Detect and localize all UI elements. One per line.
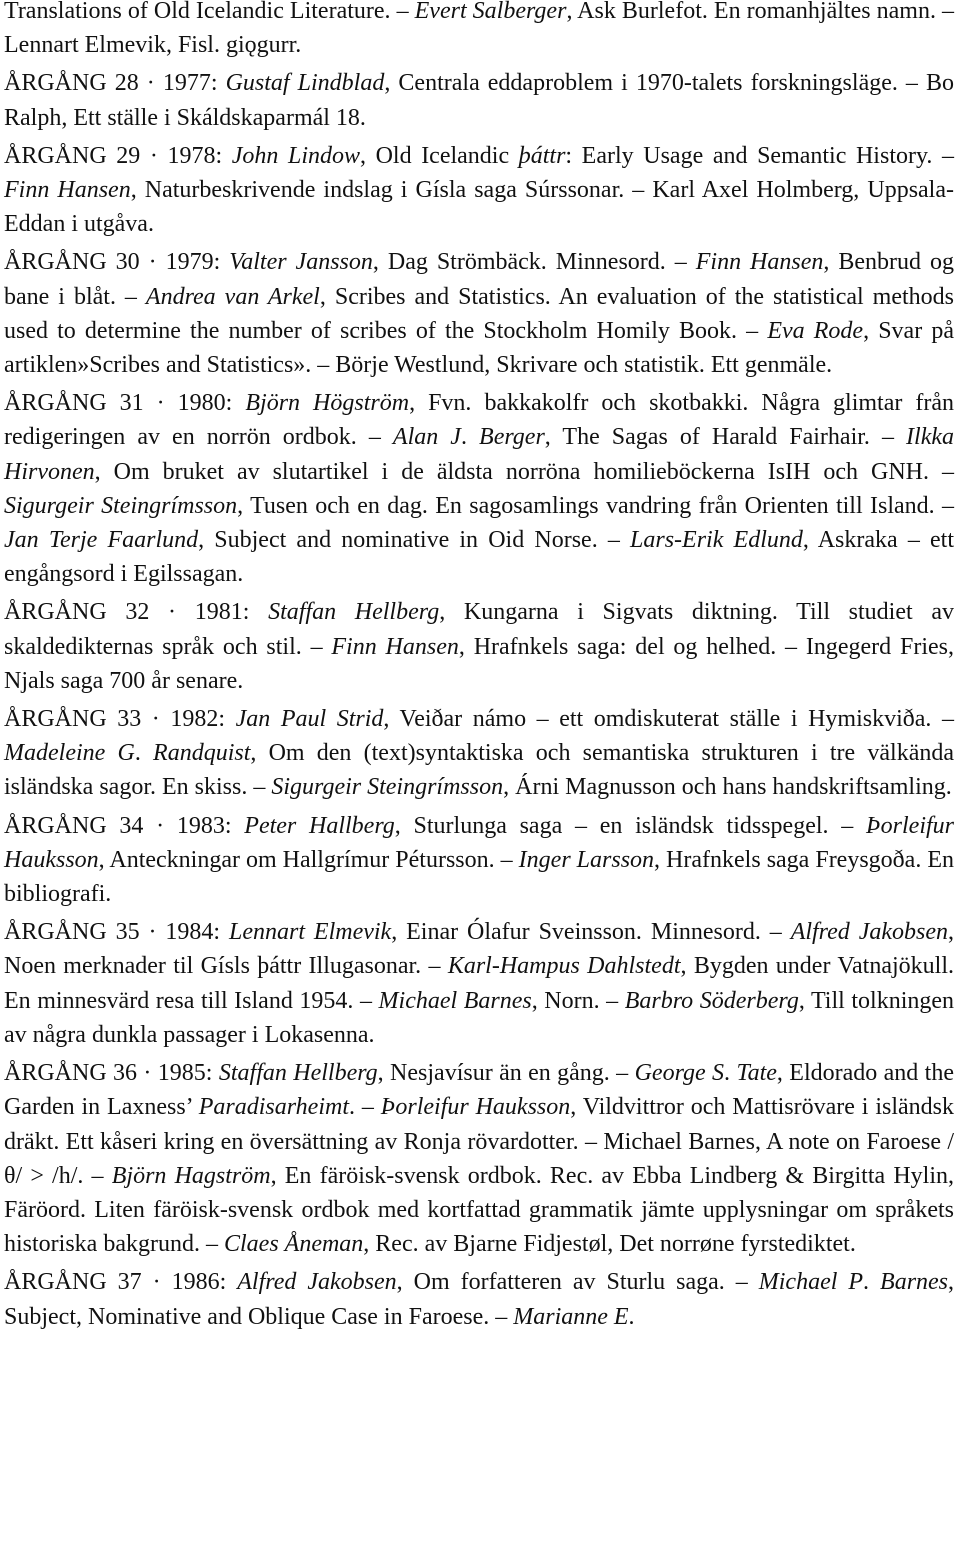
entry-text: , Om den (text)syntaktiska och semantiska strukturen i tre välkända isländska sagor. En skiss. – [4, 740, 955, 801]
entry-text: . [460, 424, 480, 451]
author-or-title-italic: George S [634, 1060, 725, 1087]
entry-text: , Benbrud og bane i blåt. – [4, 249, 954, 310]
entry-text: , Om forfatteren av Sturlu saga. – [396, 1269, 759, 1296]
bibliography-entry [4, 386, 954, 591]
author-or-title-italic: Staffan Hellberg [268, 599, 440, 626]
entry-text: , Subject and nominative in Oid Norse. – [198, 527, 631, 554]
author-or-title-italic: Marianne E [513, 1303, 629, 1330]
entry-text: . [724, 1060, 737, 1087]
author-or-title-italic: Eva Rode [767, 317, 864, 344]
entry-text: , Árni Magnusson och hans handskriftsamling. [503, 774, 952, 801]
entry-text: , Hrafnkels saga Freysgoða. En bibliografi. [4, 846, 954, 908]
entry-text: . – [349, 1094, 381, 1121]
author-or-title-italic: Ilkka Hirvonen [4, 424, 954, 485]
author-or-title-italic: Lennart Elmevik [229, 919, 392, 946]
bibliography-entry [4, 0, 954, 62]
author-or-title-italic: þáttr [518, 142, 566, 169]
author-or-title-italic: Inger Larsson [518, 846, 655, 873]
author-or-title-italic: Jan Terje Faarlund [4, 527, 199, 554]
author-or-title-italic: Randquist [153, 740, 251, 767]
bibliography-entry [4, 66, 954, 134]
entry-text: . [134, 740, 154, 767]
author-or-title-italic: Madeleine G [4, 740, 135, 767]
author-or-title-italic: Barbro Söderberg [624, 987, 799, 1014]
entry-text: , Hrafnkels saga: del og helhed. – Ingegerd Fries, Njals saga 700 år senare. [4, 633, 954, 694]
entry-text: ÅRGÅNG 36 · 1985: [4, 1060, 219, 1087]
entry-text: , Nesjavísur än en gång. – [377, 1060, 635, 1087]
entry-text: ÅRGÅNG 30 · 1979: [4, 249, 230, 276]
entry-text: , Old Icelandic [360, 142, 519, 169]
bibliography-entry [4, 915, 954, 1052]
author-or-title-italic: Alan J [392, 424, 461, 451]
author-or-title-italic: Berger [479, 424, 545, 451]
entry-text: , Centrala eddaproblem i 1970-talets forskningsläge. – Bo Ralph, Ett ställe i Skáldskaparmál 18. [4, 70, 955, 131]
author-or-title-italic: Michael Barnes [378, 987, 532, 1014]
author-or-title-italic: Lars-Erik Edlund [630, 527, 803, 554]
bibliography-entry [4, 245, 954, 382]
entry-text: , Sturlunga saga – en isländsk tidsspegel. – [394, 812, 866, 839]
entry-text: , Scribes and Statistics. An evaluation of the statistical methods used to determine the number of scribes of the Stockholm Homily Book. – [4, 283, 954, 344]
author-or-title-italic: Gustaf Lindblad [225, 70, 385, 97]
entry-text: , Naturbeskrivende indslag i Gísla saga Súrssonar. – Karl Axel Holmberg, Uppsala-Eddan i utgåva. [4, 177, 954, 238]
author-or-title-italic: John Lindow [231, 142, 360, 169]
author-or-title-italic: Alfred Jakobsen [790, 919, 948, 946]
author-or-title-italic: Finn Hansen [4, 177, 131, 204]
bibliography-entry [4, 139, 954, 242]
entry-text: , Einar Ólafur Sveinsson. Minnesord. – [391, 919, 791, 946]
entry-text: , Till tolkningen av några dunkla passager i Lokasenna. [4, 987, 955, 1048]
author-or-title-italic: Evert Salberger [414, 0, 567, 24]
entry-text: . [628, 1303, 635, 1330]
bibliography-entry [4, 1265, 954, 1333]
bibliography-entry [4, 595, 954, 698]
entry-text: , Vildvittror och Mattisrövare i isländsk dräkt. Ett kåseri kring en översättning av Ronja rövardotter. – Michael Barnes, A note on Faroese /θ/ > /h/. – [4, 1094, 954, 1189]
author-or-title-italic: Alfred Jakobsen [237, 1269, 397, 1296]
entry-text: , Dag Strömbäck. Minnesord. – [372, 249, 696, 276]
author-or-title-italic: Peter Hallberg [244, 812, 395, 839]
entry-text: , Veiðar námo – ett omdiskuterat ställe i Hymiskviða. – [383, 706, 954, 733]
author-or-title-italic: Sigurgeir Steingrímsson [4, 492, 238, 519]
entry-text: ÅRGÅNG 31 · 1980: [4, 390, 246, 417]
bibliography-entry [4, 809, 954, 912]
author-or-title-italic: Jan Paul Strid [235, 706, 384, 733]
entry-text: , Kungarna i Sigvats diktning. Till studiet av skaldedikternas språk och stil. – [4, 599, 955, 660]
author-or-title-italic: Karl-Hampus Dahlstedt [447, 953, 681, 980]
author-or-title-italic: Andrea van Arkel [145, 283, 320, 310]
author-or-title-italic: Finn Hansen [695, 249, 824, 276]
author-or-title-italic: Claes Åneman [223, 1231, 364, 1258]
entry-text: , Norn. – [531, 987, 625, 1014]
entry-text: ÅRGÅNG 32 · 1981: [4, 599, 269, 626]
entry-text: , Noen merknader til Gísls þáttr Illugasonar. – [4, 919, 954, 980]
author-or-title-italic: Paradisarheimt [198, 1094, 349, 1121]
author-or-title-italic: Finn Hansen [331, 633, 459, 660]
entry-text: . [863, 1269, 881, 1296]
author-or-title-italic: Barnes [880, 1269, 949, 1296]
entry-text: , Tusen och en dag. En sagosamlings vandring från Orienten till Island. – [237, 492, 954, 519]
entry-text: , Om bruket av slutartikel i de äldsta norröna homilieböckerna IsIH och GNH. – [94, 458, 954, 485]
entry-text: ÅRGÅNG 35 · 1984: [4, 919, 229, 946]
author-or-title-italic: Tate [736, 1060, 777, 1087]
entry-text: ÅRGÅNG 29 · 1978: [4, 142, 232, 169]
entry-text: ÅRGÅNG 28 · 1977: [4, 70, 226, 97]
author-or-title-italic: Valter Jansson [229, 249, 373, 276]
entry-text: Translations of Old Icelandic Literature. – [4, 0, 415, 24]
bibliography-list [4, 0, 954, 1334]
author-or-title-italic: Björn Hagström [111, 1162, 271, 1189]
entry-text: , Ask Burlefot. En romanhjältes namn. – Lennart Elmevik, Fisl. giǫgurr. [4, 0, 955, 59]
bibliography-entry [4, 702, 954, 805]
author-or-title-italic: Michael P [758, 1269, 864, 1296]
author-or-title-italic: Þorleifur Hauksson [380, 1094, 571, 1121]
entry-text: , Bygden under Vatnajökull. En minnesvärd resa till Island 1954. – [4, 953, 954, 1014]
entry-text: , En färöisk-svensk ordbok. Rec. av Ebba Lindberg & Birgitta Hylin, Färöord. Liten färöisk-svensk ordbok med kortfattad grammatik jämte upplysningar om språkets historiska bakgrund. – [4, 1162, 954, 1258]
author-or-title-italic: Þorleifur Hauksson [4, 812, 954, 873]
author-or-title-italic: Staffan Hellberg [218, 1060, 378, 1087]
entry-text: , Fvn. bakkakolfr och skotbakki. Några glimtar från redigeringen av en norrön ordbok. – [4, 390, 955, 451]
entry-text: : Early Usage and Semantic History. – [565, 142, 955, 169]
entry-text: , Anteckningar om Hallgrímur Pétursson. – [98, 846, 519, 873]
entry-text: ÅRGÅNG 33 · 1982: [4, 706, 236, 733]
entry-text: , Subject, Nominative and Oblique Case in Faroese. – [4, 1269, 955, 1330]
entry-text: , Svar på artiklen»Scribes and Statistics». – Börje Westlund, Skrivare och statistik. Ett genmäle. [4, 317, 954, 379]
entry-text: ÅRGÅNG 34 · 1983: [4, 812, 245, 839]
entry-text: , Eldorado and the Garden in Laxness’ [4, 1060, 954, 1121]
entry-text: ÅRGÅNG 37 · 1986: [4, 1269, 238, 1296]
author-or-title-italic: Björn Högström [245, 390, 410, 417]
bibliography-entry [4, 1056, 954, 1261]
entry-text: , Askraka – ett engångsord i Egilssagan. [4, 527, 954, 588]
entry-text: , The Sagas of Harald Fairhair. – [544, 424, 907, 451]
author-or-title-italic: Sigurgeir Steingrímsson [271, 774, 504, 801]
entry-text: , Rec. av Bjarne Fidjestøl, Det norrøne fyrstediktet. [363, 1231, 856, 1258]
